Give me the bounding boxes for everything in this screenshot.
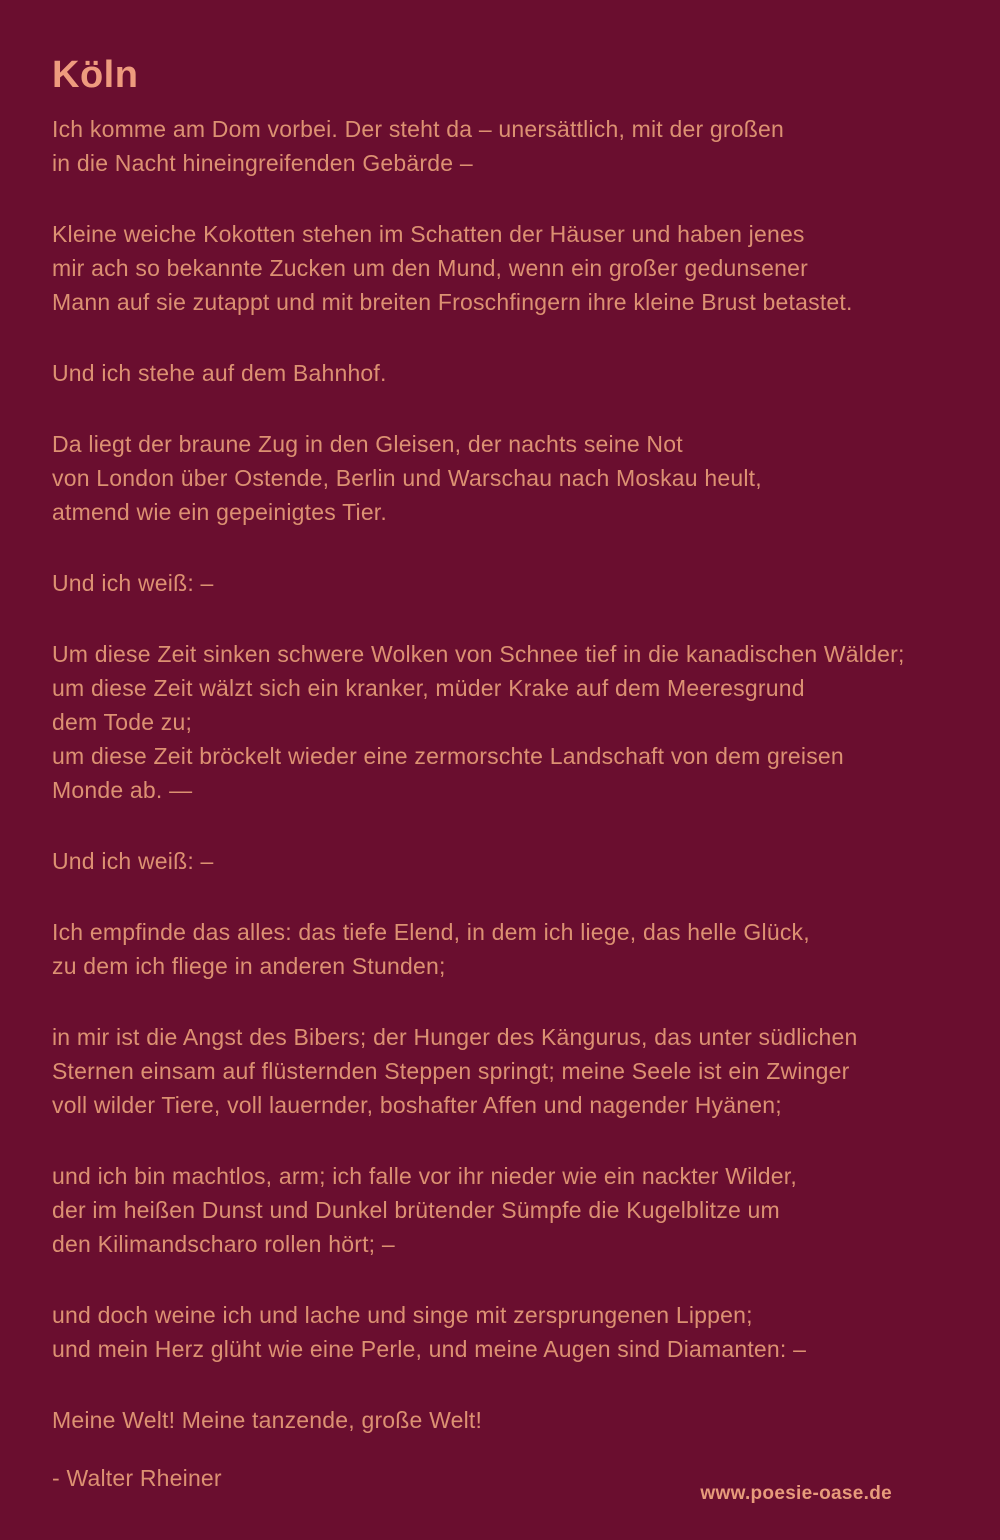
poem-line: den Kilimandscharo rollen hört; – xyxy=(52,1231,395,1257)
stanza xyxy=(52,566,948,600)
poem-line: Ich komme am Dom vorbei. Der steht da – unersättlich, mit der großen xyxy=(52,116,784,142)
poem-author: - Walter Rheiner xyxy=(52,1465,222,1491)
poem-line: Und ich weiß: – xyxy=(52,570,214,596)
watermark-url: www.poesie-oase.de xyxy=(700,1483,892,1504)
stanza xyxy=(52,112,948,180)
poem-line: und ich bin machtlos, arm; ich falle vor ihr nieder wie ein nackter Wilder, xyxy=(52,1163,797,1189)
stanza xyxy=(52,1159,948,1261)
poem-line: voll wilder Tiere, voll lauernder, boshafter Affen und nagender Hyänen; xyxy=(52,1092,782,1118)
poem-line: atmend wie ein gepeinigtes Tier. xyxy=(52,499,387,525)
poem-line: Da liegt der braune Zug in den Gleisen, der nachts seine Not xyxy=(52,431,683,457)
poem-line: in die Nacht hineingreifenden Gebärde – xyxy=(52,150,473,176)
stanza xyxy=(52,217,948,319)
stanza xyxy=(52,637,948,807)
poem-line: und doch weine ich und lache und singe mit zersprungenen Lippen; xyxy=(52,1302,753,1328)
stanza xyxy=(52,915,948,983)
poem-line: mir ach so bekannte Zucken um den Mund, wenn ein großer gedunsener xyxy=(52,255,809,281)
poem-body xyxy=(52,112,948,1437)
poem-line: Sternen einsam auf flüsternden Steppen springt; meine Seele ist ein Zwinger xyxy=(52,1058,850,1084)
poem-line: Monde ab. — xyxy=(52,777,193,803)
poem-line: zu dem ich fliege in anderen Stunden; xyxy=(52,953,446,979)
poem-line: Und ich stehe auf dem Bahnhof. xyxy=(52,360,387,386)
poem-line: um diese Zeit wälzt sich ein kranker, müder Krake auf dem Meeresgrund xyxy=(52,675,805,701)
poem-line: Um diese Zeit sinken schwere Wolken von Schnee tief in die kanadischen Wälder; xyxy=(52,641,905,667)
poem-line: Ich empfinde das alles: das tiefe Elend, in dem ich liege, das helle Glück, xyxy=(52,919,810,945)
poem-line: um diese Zeit bröckelt wieder eine zermorschte Landschaft von dem greisen xyxy=(52,743,844,769)
poem-line: der im heißen Dunst und Dunkel brütender Sümpfe die Kugelblitze um xyxy=(52,1197,780,1223)
poem-line: von London über Ostende, Berlin und Warschau nach Moskau heult, xyxy=(52,465,762,491)
poem-line: Und ich weiß: – xyxy=(52,848,214,874)
poem-line: und mein Herz glüht wie eine Perle, und meine Augen sind Diamanten: – xyxy=(52,1336,807,1362)
stanza xyxy=(52,1020,948,1122)
poem-line: in mir ist die Angst des Bibers; der Hunger des Kängurus, das unter südlichen xyxy=(52,1024,858,1050)
stanza xyxy=(52,1403,948,1437)
poem-line: Meine Welt! Meine tanzende, große Welt! xyxy=(52,1407,483,1433)
stanza xyxy=(52,427,948,529)
poem-title: Köln xyxy=(52,54,139,96)
poem-line: Kleine weiche Kokotten stehen im Schatten der Häuser und haben jenes xyxy=(52,221,805,247)
stanza xyxy=(52,844,948,878)
stanza xyxy=(52,1298,948,1366)
poem-line: Mann auf sie zutappt und mit breiten Froschfingern ihre kleine Brust betastet. xyxy=(52,289,853,315)
stanza xyxy=(52,356,948,390)
poem-line: dem Tode zu; xyxy=(52,709,193,735)
